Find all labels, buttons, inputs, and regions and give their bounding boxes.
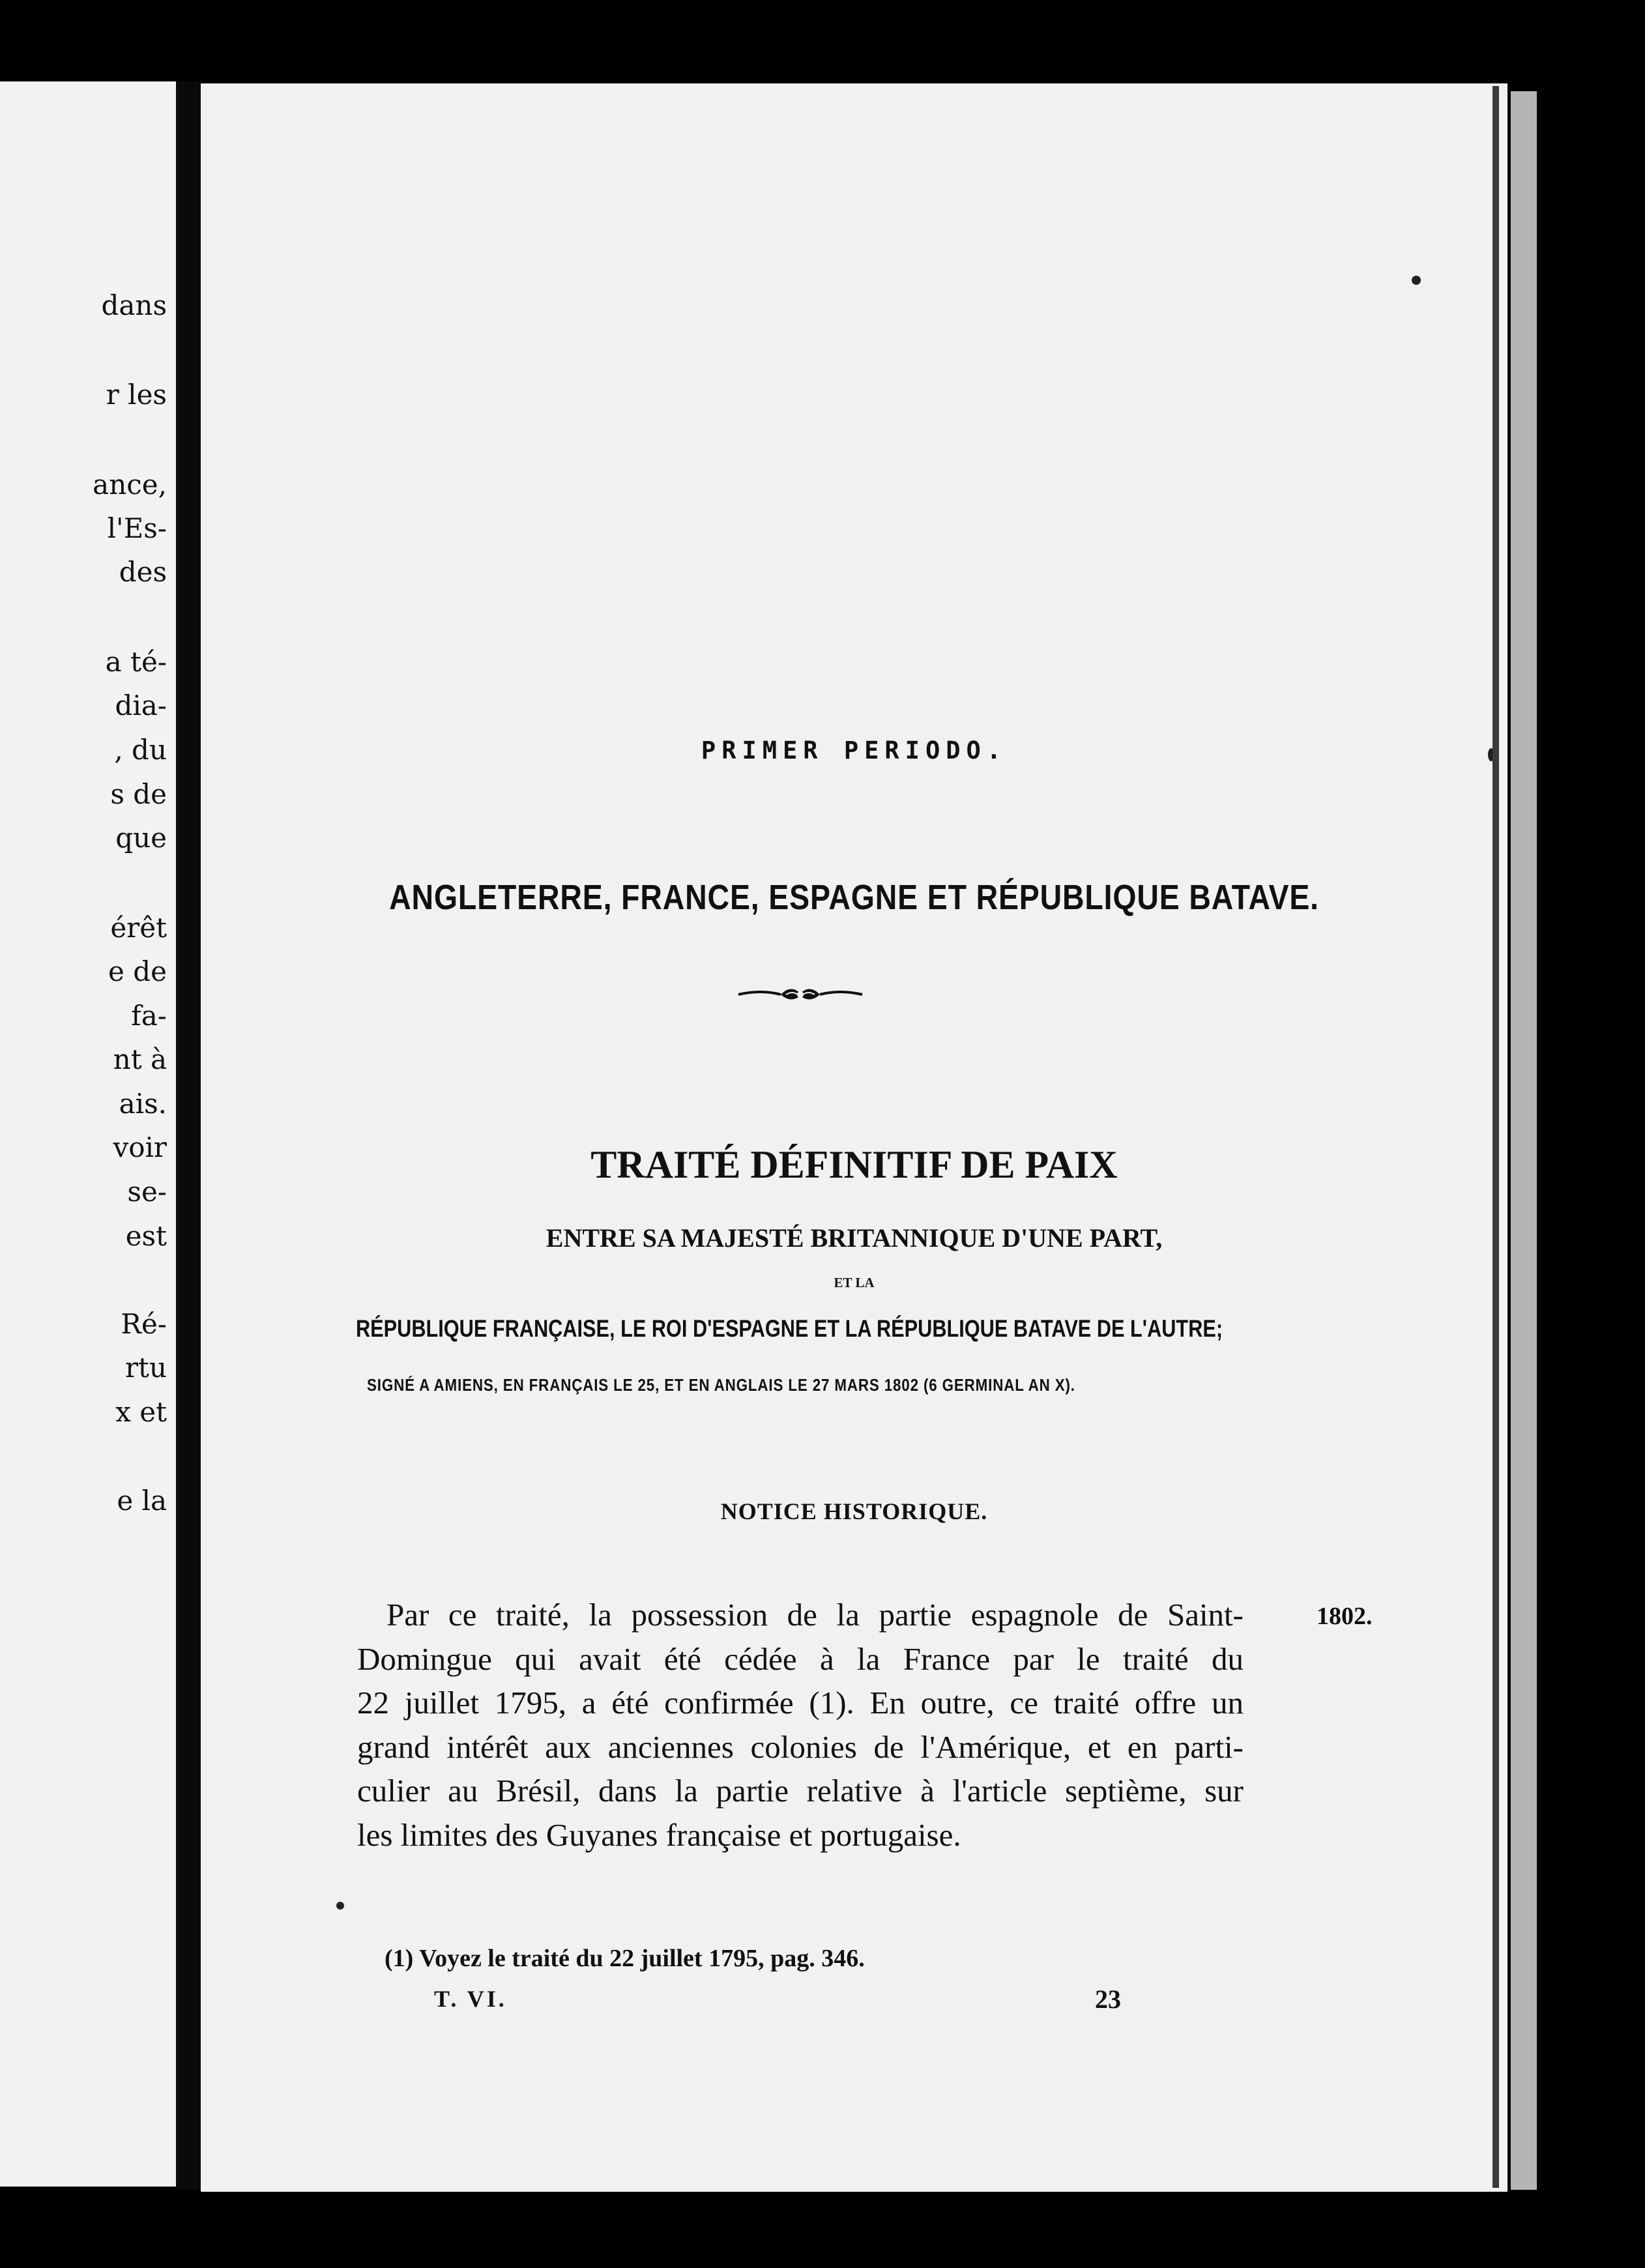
notice-heading: NOTICE HISTORIQUE. bbox=[720, 1498, 988, 1524]
margin-year-note: 1802. bbox=[1317, 1603, 1373, 1630]
body-paragraph-line: les limites des Guyanes française et portugaise. bbox=[357, 1817, 961, 1853]
left-page-line: e la bbox=[117, 1485, 167, 1517]
scan-speck bbox=[336, 1902, 344, 1910]
footnote: (1) Voyez le traité du 22 juillet 1795, pag. 346. bbox=[385, 1945, 865, 1972]
page-edge-shadow bbox=[1511, 91, 1537, 2190]
treaty-parties-first: ENTRE SA MAJESTÉ BRITANNIQUE D'UNE PART, bbox=[546, 1223, 1163, 1253]
left-page-line: Ré- bbox=[121, 1308, 167, 1340]
left-page-line: e de bbox=[108, 955, 167, 987]
left-page-line: que bbox=[115, 822, 167, 854]
left-page-line: se- bbox=[127, 1176, 167, 1208]
left-page-line: dia- bbox=[115, 690, 167, 721]
page-number: 23 bbox=[1095, 1984, 1121, 2014]
treaty-signature-line: SIGNÉ A AMIENS, EN FRANÇAIS LE 25, ET EN ANGLAIS LE 27 MARS 1802 (6 GERMINAL AN X). bbox=[367, 1375, 1075, 1395]
nations-heading: ANGLETERRE, FRANCE, ESPAGNE ET RÉPUBLIQUE BATAVE. bbox=[389, 878, 1319, 917]
body-paragraph-line: Domingue qui avait été cédée à la France par le traité du bbox=[357, 1641, 1244, 1677]
body-paragraph-line: culier au Brésil, dans la partie relative à l'article septième, sur bbox=[357, 1773, 1244, 1809]
left-facing-page bbox=[0, 81, 176, 2187]
left-page-line: rtu bbox=[124, 1352, 167, 1384]
page-edge-line bbox=[1492, 86, 1499, 2188]
left-page-line: s de bbox=[110, 778, 167, 810]
left-page-line: nt à bbox=[113, 1043, 167, 1075]
left-page-line: fa- bbox=[131, 1000, 167, 1032]
left-page-line: voir bbox=[113, 1131, 167, 1163]
body-paragraph-line: grand intérêt aux anciennes colonies de l'Amérique, et en parti- bbox=[357, 1729, 1244, 1765]
body-paragraph-line: Par ce traité, la possession de la partie espagnole de Saint- bbox=[386, 1597, 1244, 1633]
volume-label: T. VI. bbox=[434, 1986, 507, 2012]
treaty-conjunction: ET LA bbox=[834, 1275, 875, 1290]
left-page-line: ance, bbox=[93, 469, 167, 501]
treaty-title: TRAITÉ DÉFINITIF DE PAIX bbox=[590, 1143, 1118, 1186]
left-page-line: ais. bbox=[119, 1088, 167, 1120]
main-page bbox=[201, 83, 1507, 2192]
left-page-line: des bbox=[119, 556, 167, 588]
left-page-line: l'Es- bbox=[107, 512, 167, 544]
left-page-line: , du bbox=[114, 734, 167, 766]
left-page-line: a té- bbox=[105, 646, 167, 678]
body-paragraph-line: 22 juillet 1795, a été confirmée (1). En outre, ce traité offre un bbox=[357, 1685, 1244, 1721]
book-gutter bbox=[176, 81, 201, 2190]
left-page-line: est bbox=[125, 1220, 167, 1252]
treaty-parties-second: RÉPUBLIQUE FRANÇAISE, LE ROI D'ESPAGNE ET LA RÉPUBLIQUE BATAVE DE L'AUTRE; bbox=[356, 1315, 1223, 1342]
scan-speck bbox=[1412, 276, 1421, 285]
left-page-line: érêt bbox=[110, 912, 167, 944]
left-page-line: r les bbox=[106, 379, 167, 411]
left-page-line: dans bbox=[101, 289, 167, 321]
period-heading: PRIMER PERIODO. bbox=[701, 736, 1008, 764]
decorative-fleuron-icon bbox=[735, 981, 866, 1008]
left-page-line: x et bbox=[115, 1396, 167, 1428]
